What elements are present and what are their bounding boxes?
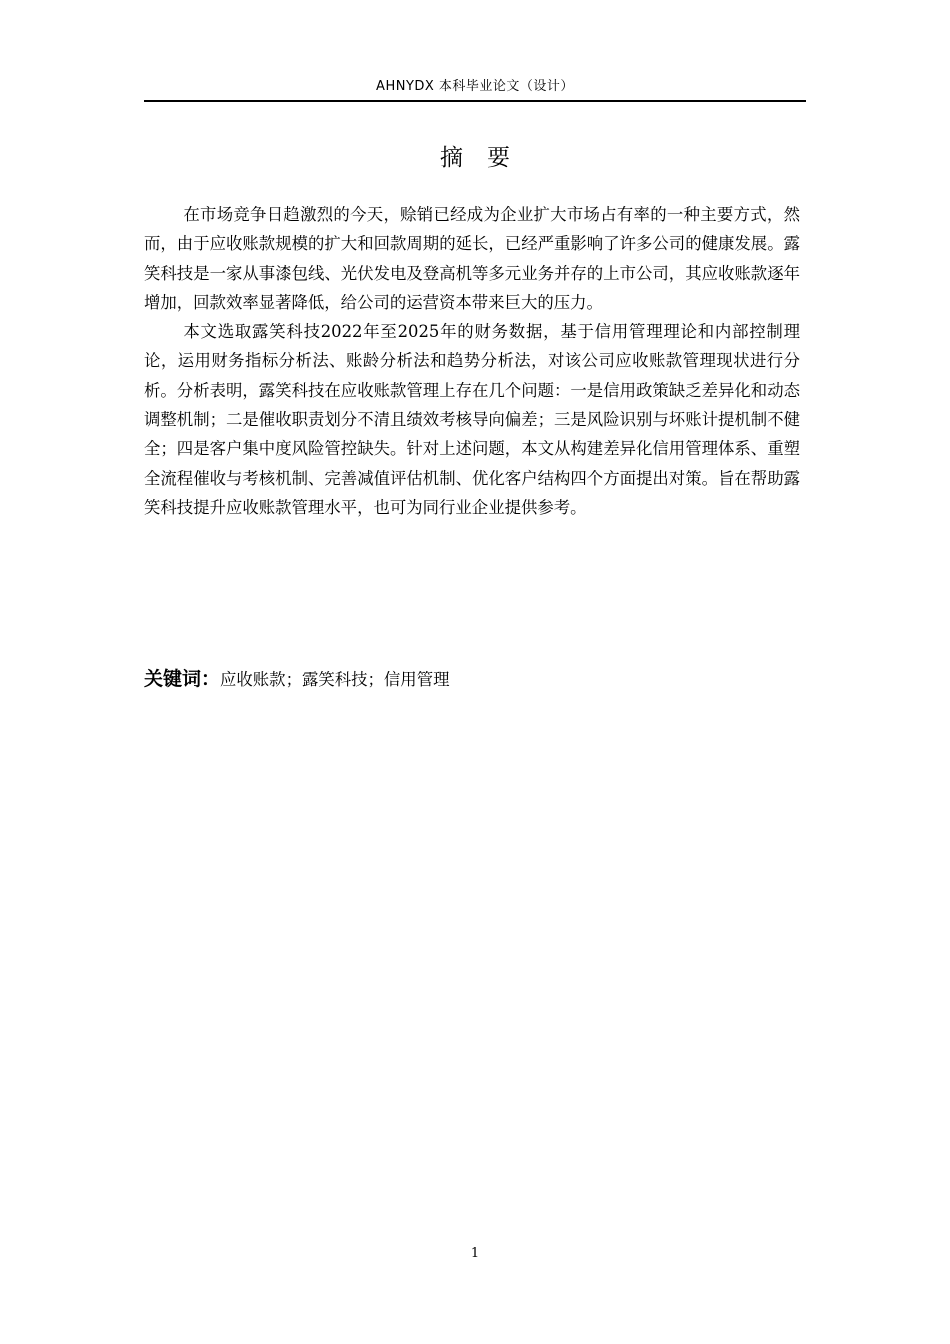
header-divider: [144, 100, 806, 102]
keywords-label: 关键词：: [144, 668, 221, 690]
abstract-paragraph-1: 在市场竞争日趋激烈的今天，赊销已经成为企业扩大市场占有率的一种主要方式，然而，由于应收账款规模的扩大和回款周期的延长，已经严重影响了许多公司的健康发展。露笑科技是一家从事漆包线、光伏发电及登高机等多元业务并存的上市公司，其应收账款逐年增加，回款效率显著降低，给公司的运营资本带来巨大的压力。: [144, 205, 800, 312]
keywords-line: [144, 664, 800, 695]
abstract-body: [144, 200, 800, 522]
page-header: AHNYDX 本科毕业论文（设计）: [376, 79, 574, 94]
abstract-title: 摘要: [440, 145, 534, 171]
keywords-value: 应收账款；露笑科技；信用管理: [220, 670, 450, 689]
abstract-paragraph-2: 本文选取露笑科技2022年至2025年的财务数据，基于信用管理理论和内部控制理论，运用财务指标分析法、账龄分析法和趋势分析法，对该公司应收账款管理现状进行分析。分析表明，露笑科技在应收账款管理上存在几个问题：一是信用政策缺乏差异化和动态调整机制；二是催收职责划分不清且绩效考核导向偏差；三是风险识别与坏账计提机制不健全；四是客户集中度风险管控缺失。针对上述问题，本文从构建差异化信用管理体系、重塑全流程催收与考核机制、完善减值评估机制、优化客户结构四个方面提出对策。旨在帮助露笑科技提升应收账款管理水平，也可为同行业企业提供参考。: [144, 322, 800, 517]
page-number: 1: [470, 1246, 480, 1261]
